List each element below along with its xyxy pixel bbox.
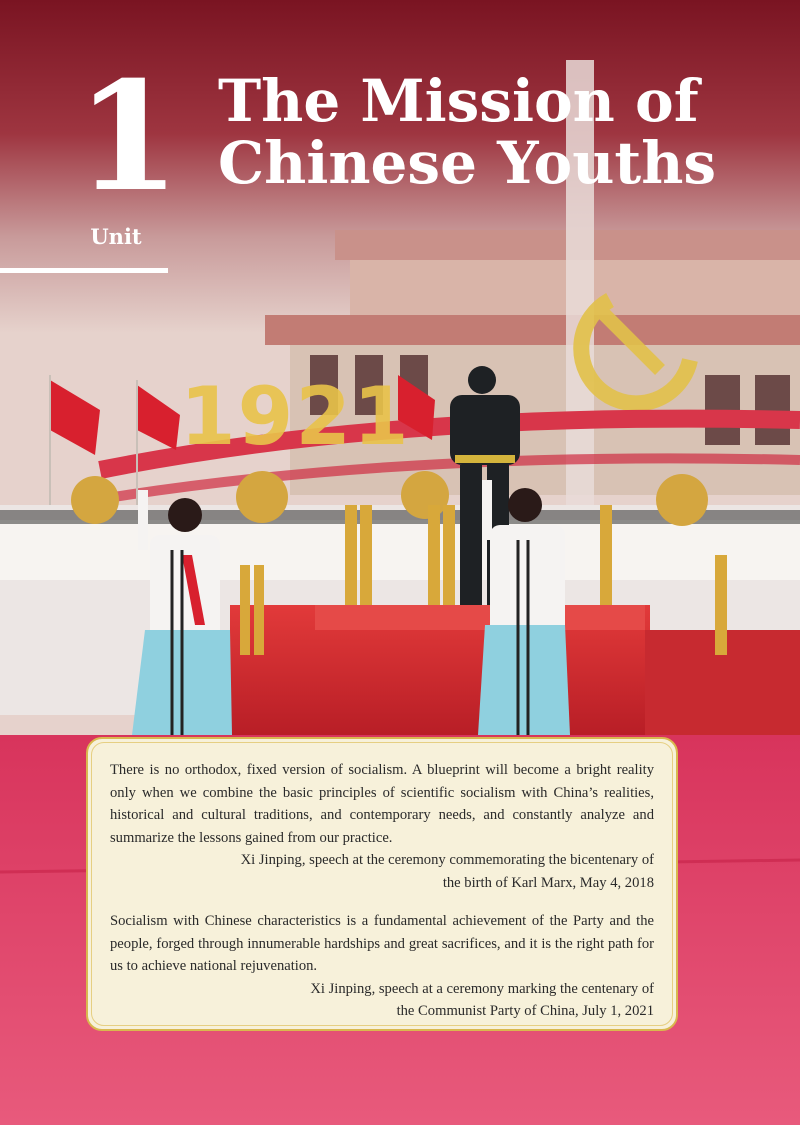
attribution-1-line-2: the birth of Karl Marx, May 4, 2018 — [442, 874, 654, 891]
attribution-2-line-2: the Communist Party of China, July 1, 2021 — [396, 1003, 654, 1019]
page-title — [218, 67, 717, 197]
banner-1921: 1921 — [180, 370, 411, 463]
attribution-1-line-1: Xi Jinping, speech at the ceremony commemorating the bicentenary of — [240, 852, 654, 868]
quote-spacer — [110, 894, 654, 910]
quote-attribution-2 — [110, 978, 654, 1023]
unit-number: 1 — [76, 49, 181, 225]
quote-box — [86, 737, 678, 1031]
quote-text-1: There is no orthodox, fixed version of socialism. A blueprint will become a bright reality only when we combine the basic principles of scientific socialism with China’s realities, historical and cultural traditions, and contemporary needs, and constantly analyze and summarize the lessons gained from our practice. — [110, 762, 654, 846]
attribution-2-line-1: Xi Jinping, speech at a ceremony marking the centenary of — [310, 980, 654, 997]
quote-text-2: Socialism with Chinese characteristics is a fundamental achievement of the Party and the people, forged through innumerable hardships and great sacrifices, and it is the right path for us to achieve national rejuvenation. — [110, 913, 654, 974]
title-line-2: Chinese Youths — [218, 129, 717, 197]
unit-divider — [0, 268, 168, 273]
unit-label: Unit — [90, 224, 142, 249]
title-line-1: The Mission of — [218, 67, 699, 135]
quote-attribution-1 — [110, 849, 654, 894]
